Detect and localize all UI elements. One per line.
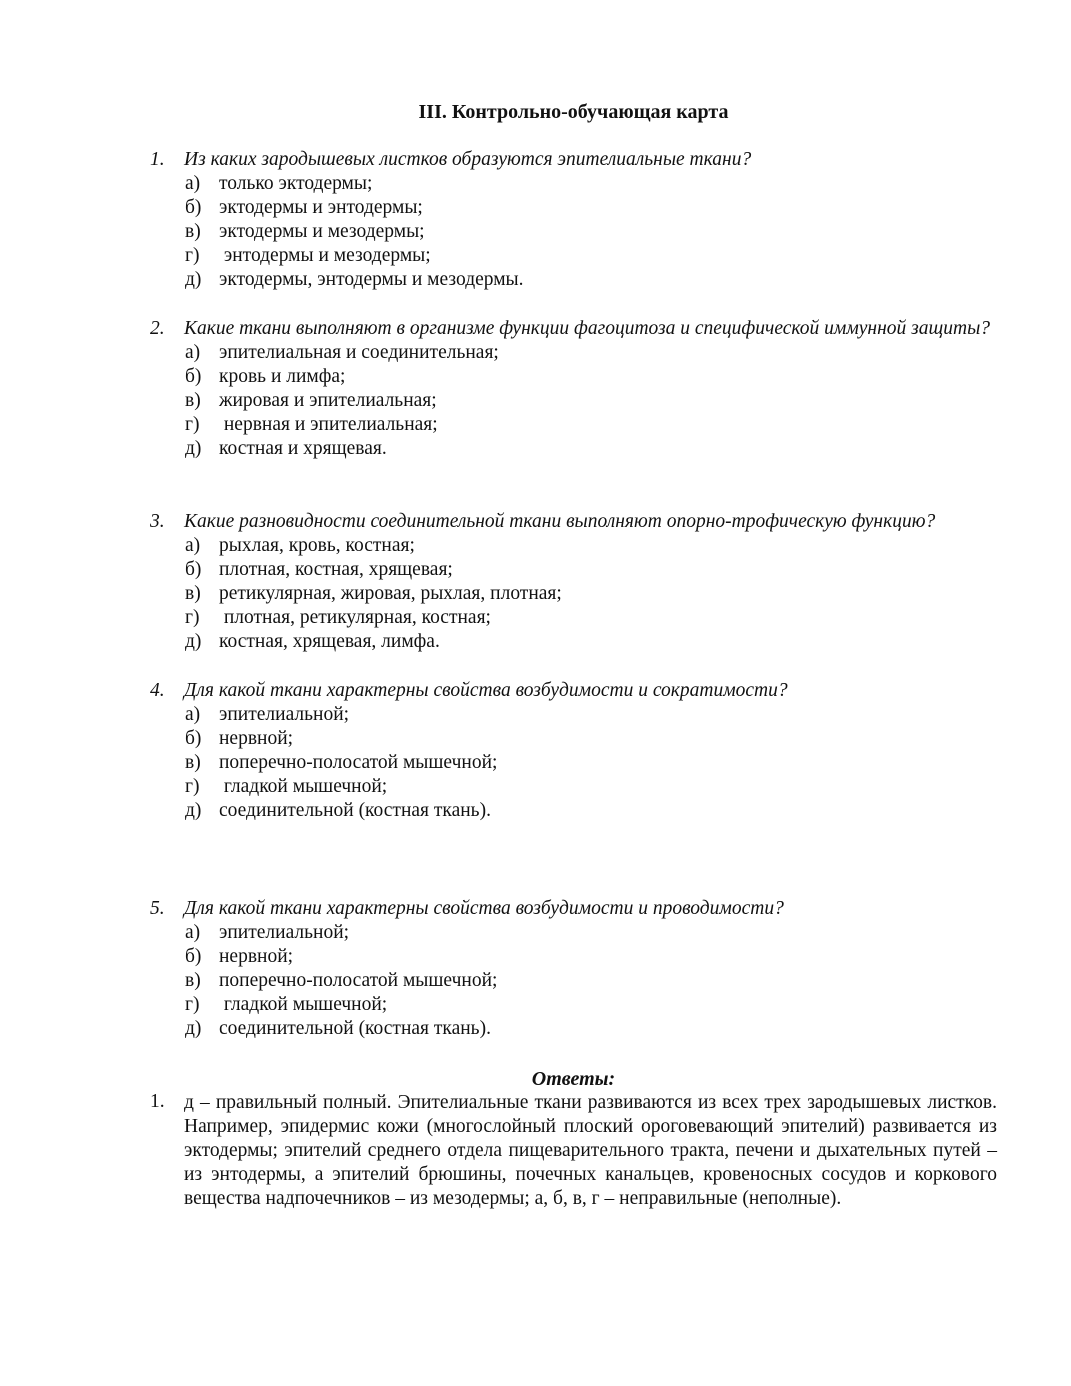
option-text: эпителиальной; xyxy=(219,704,350,725)
option xyxy=(148,365,998,389)
option-letter: а) xyxy=(185,173,201,194)
option-letter: б) xyxy=(185,197,202,218)
option xyxy=(148,703,998,727)
question-number: 1. xyxy=(150,149,165,170)
option-letter: в) xyxy=(185,221,201,242)
option xyxy=(148,389,998,413)
option xyxy=(148,437,998,461)
option-letter: в) xyxy=(185,390,201,411)
option-letter: б) xyxy=(185,559,202,580)
option-text: гладкой мышечной; xyxy=(219,776,388,797)
answer-number: 1. xyxy=(150,1091,165,1112)
option xyxy=(148,993,998,1017)
question-text xyxy=(148,510,998,534)
option-text: эпителиальной; xyxy=(219,922,350,943)
option-letter: а) xyxy=(185,922,201,943)
page-title: III. Контрольно-обучающая карта xyxy=(418,101,729,123)
option-text: эктодермы и мезодермы; xyxy=(219,221,425,242)
question-3 xyxy=(148,510,998,654)
question-number: 5. xyxy=(150,898,165,919)
option-text: костная, хрящевая, лимфа. xyxy=(219,631,440,652)
question-label: Какие разновидности соединительной ткани выполняют опорно-трофическую функцию? xyxy=(184,511,936,532)
option-letter: а) xyxy=(185,704,201,725)
option xyxy=(148,921,998,945)
option-text: нервная и эпителиальная; xyxy=(219,414,438,435)
option xyxy=(148,799,998,823)
option xyxy=(148,341,998,365)
option-text: рыхлая, кровь, костная; xyxy=(219,535,415,556)
question-number: 2. xyxy=(150,318,165,339)
question-text xyxy=(148,317,998,341)
question-text xyxy=(148,148,998,172)
option-letter: б) xyxy=(185,728,202,749)
option xyxy=(148,969,998,993)
option xyxy=(148,606,998,630)
option xyxy=(148,630,998,654)
option-text: соединительной (костная ткань). xyxy=(219,1018,491,1039)
option xyxy=(148,220,998,244)
option-text: эктодермы, энтодермы и мезодермы. xyxy=(219,269,524,290)
option-text: жировая и эпителиальная; xyxy=(219,390,437,411)
option-letter: д) xyxy=(185,269,202,290)
option-letter: г) xyxy=(185,245,200,266)
option-letter: д) xyxy=(185,631,202,652)
option-letter: б) xyxy=(185,366,202,387)
option xyxy=(148,727,998,751)
option xyxy=(148,558,998,582)
question-4 xyxy=(148,679,998,823)
option-letter: г) xyxy=(185,776,200,797)
option-letter: а) xyxy=(185,535,201,556)
option-text: нервной; xyxy=(219,728,294,749)
option xyxy=(148,1017,998,1041)
option-text: соединительной (костная ткань). xyxy=(219,800,491,821)
option-text: ретикулярная, жировая, рыхлая, плотная; xyxy=(219,583,562,604)
option xyxy=(148,413,998,437)
option-text: плотная, костная, хрящевая; xyxy=(219,559,453,580)
option-text: энтодермы и мезодермы; xyxy=(219,245,431,266)
question-label: Из каких зародышевых листков образуются эпителиальные ткани? xyxy=(184,149,752,170)
option-letter: в) xyxy=(185,583,201,604)
question-2 xyxy=(148,317,998,461)
question-label: Какие ткани выполняют в организме функции фагоцитоза и специфической иммунной защиты? xyxy=(184,318,991,339)
option xyxy=(148,268,998,292)
option-text: только эктодермы; xyxy=(219,173,373,194)
option-letter: д) xyxy=(185,1018,202,1039)
option-letter: в) xyxy=(185,752,201,773)
option-letter: д) xyxy=(185,800,202,821)
answer-1 xyxy=(148,1091,997,1211)
option-letter: г) xyxy=(185,414,200,435)
option-text: поперечно-полосатой мышечной; xyxy=(219,970,498,991)
question-text xyxy=(148,897,998,921)
question-label: Для какой ткани характерны свойства возбудимости и проводимости? xyxy=(184,898,784,919)
option-text: костная и хрящевая. xyxy=(219,438,387,459)
option-text: эктодермы и энтодермы; xyxy=(219,197,423,218)
option xyxy=(148,244,998,268)
option xyxy=(148,196,998,220)
question-number: 3. xyxy=(150,511,165,532)
option xyxy=(148,751,998,775)
option-text: нервной; xyxy=(219,946,294,967)
option xyxy=(148,172,998,196)
answers-heading: Ответы: xyxy=(531,1068,616,1090)
question-5 xyxy=(148,897,998,1041)
question-number: 4. xyxy=(150,680,165,701)
question-label: Для какой ткани характерны свойства возбудимости и сократимости? xyxy=(184,680,788,701)
option-letter: б) xyxy=(185,946,202,967)
question-text xyxy=(148,679,998,703)
option xyxy=(148,945,998,969)
option xyxy=(148,775,998,799)
option-text: гладкой мышечной; xyxy=(219,994,388,1015)
option-letter: а) xyxy=(185,342,201,363)
option-letter: д) xyxy=(185,438,202,459)
option-text: эпителиальная и соединительная; xyxy=(219,342,499,363)
question-1 xyxy=(148,148,998,292)
option-letter: г) xyxy=(185,994,200,1015)
option-text: плотная, ретикулярная, костная; xyxy=(219,607,491,628)
option xyxy=(148,534,998,558)
option xyxy=(148,582,998,606)
option-letter: в) xyxy=(185,970,201,991)
answer-text: д – правильный полный. Эпителиальные ткани развиваются из всех трех зародышевых листков. Например, эпидермис кожи (многослойный плоский ороговевающий эпителий) развивается из эктодермы; эпителий среднего отдела пищеварительного тракта, печени и дыхательных путей – из энтодермы, а эпителий брюшины, почечных канальцев, кровеносных сосудов и коркового вещества надпочечников – из мезодермы; а, б, в, г – неправильные (неполные). xyxy=(184,1092,997,1209)
option-letter: г) xyxy=(185,607,200,628)
option-text: кровь и лимфа; xyxy=(219,366,346,387)
option-text: поперечно-полосатой мышечной; xyxy=(219,752,498,773)
